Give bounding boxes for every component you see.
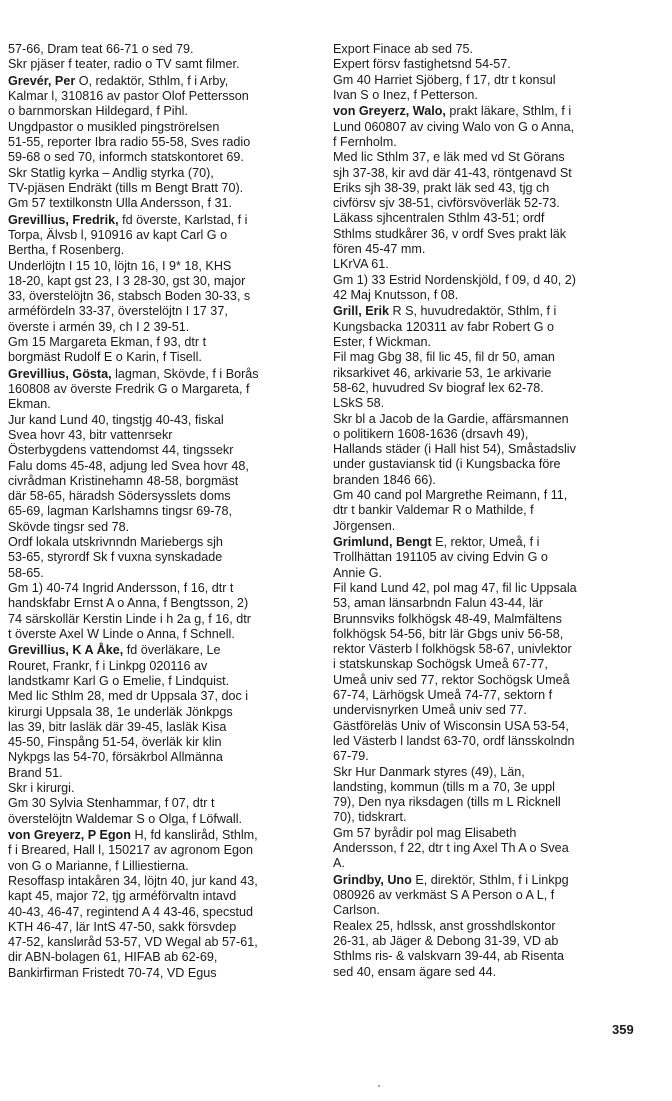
- entry-name: Grindby, Uno: [333, 872, 412, 887]
- entry-text-line: handskfabr Ernst A o Anna, f Bengtsson, 2): [8, 596, 249, 611]
- entry-text-line: Lund 060807 av civing Walo von G o Anna,: [333, 119, 575, 134]
- entry-text-line: civförsv sjv 38-51, civförsvöverläk 52-73.: [333, 196, 560, 211]
- biography-entry: [333, 304, 653, 533]
- entry-text-line: Ester, f Wickman.: [333, 335, 431, 350]
- entry-text-line: Brand 51.: [8, 765, 63, 780]
- entry-title: lagman, Skövde, f i Borås: [111, 366, 259, 381]
- entry-text-line: Skr bl a Jacob de la Gardie, affärsmannen: [333, 411, 569, 426]
- entry-heading-line: [8, 367, 324, 382]
- biography-entry: [8, 367, 324, 642]
- entry-text-line: Realex 25, hdlssk, anst grosshdlskontor: [333, 918, 556, 933]
- entry-text-line: överstelöjtn Waldemar S o Olga, f Löfwall.: [8, 811, 243, 826]
- entry-text-line: von G o Marianne, f Lilliestierna.: [8, 858, 189, 873]
- entry-text-line: Ordf lokala utskrivnndn Mariebergs sjh: [8, 535, 223, 550]
- entry-name: Grevillius, K A Åke,: [8, 643, 124, 658]
- entry-text-line: f i Breared, Hall l, 150217 av agronom Egon: [8, 843, 254, 858]
- entry-text-line: A.: [333, 856, 345, 871]
- entry-text-line: 67-79.: [333, 749, 369, 764]
- entry-text-line: folkhögsk 54-56, bitr lär Gbgs univ 56-58,: [333, 626, 564, 641]
- entry-text-line: Trollhättan 191105 av civing Edvin G o: [333, 550, 548, 565]
- entry-text-line: f Fernholm.: [333, 134, 397, 149]
- entry-text-line: Läkass sjhcentralen Sthlm 43-51; ordf: [333, 211, 545, 226]
- biography-entry: [333, 535, 653, 872]
- entry-text-line: Underlöjtn I 15 10, löjtn 16, I 9* 18, KHS: [8, 258, 232, 273]
- entry-title: E, direktör, Sthlm, f i Linkpg: [411, 872, 569, 887]
- biography-entry: [8, 74, 324, 212]
- entry-text-line: 57-66, Dram teat 66-71 o sed 79.: [8, 42, 194, 56]
- entry-text-line: Skövde tingsr sed 78.: [8, 519, 130, 534]
- entry-text-line: 18-20, kapt gst 23, I 3 28-30, gst 30, major: [8, 273, 246, 288]
- entry-text-line: under gustaviansk tid (i Kungsbacka före: [333, 457, 561, 472]
- entry-text-line: 42 Maj Knutsson, f 08.: [333, 287, 459, 302]
- entry-text-line: rektor Västerb l folkhögsk 58-67, univlektor: [333, 642, 572, 657]
- entry-text-line: Gm 40 Harriet Sjöberg, f 17, dtr t konsul: [333, 72, 556, 87]
- entry-text-line: Gm 15 Margareta Ekman, f 93, dtr t: [8, 335, 207, 350]
- scan-speck: [378, 1085, 380, 1087]
- entry-text-line: Skr pjäser f teater, radio o TV samt filmer.: [8, 57, 240, 72]
- entry-text-line: branden 1846 66).: [333, 472, 436, 487]
- entry-title: fd överläkare, Le: [123, 643, 221, 658]
- biography-entry: [8, 643, 324, 827]
- entry-text-line: i statskunskap Sochögsk Umeå 67-77,: [333, 657, 548, 672]
- entry-title: prakt läkare, Sthlm, f i: [445, 104, 572, 119]
- entry-text-line: Expert försv fastighetsnd 54-57.: [333, 57, 511, 72]
- entry-title: O, redaktör, Sthlm, f i Arby,: [75, 73, 229, 88]
- entry-text-line: Svea hovr 43, bitr vattenrsekr: [8, 427, 173, 442]
- entry-text-line: där 58-65, häradsh Södersysslets doms: [8, 489, 231, 504]
- biography-entry: [8, 828, 324, 981]
- entry-text-line: Kalmar l, 310816 av pastor Olof Pettersson: [8, 89, 249, 104]
- entry-text-line: Gm 57 textilkonstn Ulla Andersson, f 31.: [8, 196, 232, 211]
- entry-text-line: Skr Statlig kyrka – Andlig styrka (70),: [8, 165, 214, 180]
- entry-name: Grevillius, Gösta,: [8, 366, 112, 381]
- entry-text-line: 45-50, Finspång 51-54, överläk kir klin: [8, 735, 222, 750]
- entry-heading-line: [8, 213, 324, 228]
- entry-text-line: 59-68 o sed 70, informch statskontoret 69.: [8, 150, 244, 165]
- entry-text-line: Brunnsviks folkhögsk 48-49, Malmfältens: [333, 611, 562, 626]
- entry-text-line: Med lic Sthlm 37, e läk med vd St Görans: [333, 150, 565, 165]
- entry-text-line: KTH 46-47, lär IntS 47-50, sakk försvdep: [8, 919, 237, 934]
- entry-text-line: 58-62, huvudred Sv biograf lex 62-78.: [333, 380, 544, 395]
- entry-heading-line: [333, 304, 653, 319]
- entry-text-line: Gästföreläs Univ of Wisconsin USA 53-54,: [333, 718, 569, 733]
- entry-text-line: Torpa, Älvsb l, 910916 av kapt Carl G o: [8, 227, 228, 242]
- biography-entry: [8, 42, 324, 73]
- entry-heading-line: [333, 873, 653, 888]
- left-column: [8, 42, 324, 982]
- entry-text-line: t överste Axel W Linde o Anna, f Schnell.: [8, 626, 235, 641]
- entry-text-line: landsting, kommun (tills m a 70, 3e uppl: [333, 779, 555, 794]
- entry-text-line: TV-pjäsen Endräkt (tills m Bengt Bratt 70).: [8, 180, 244, 195]
- entry-text-line: o barnmorskan Hildegard, f Pihl.: [8, 104, 188, 119]
- entry-text-line: 65-69, lagman Karlshamns tingsr 69-78,: [8, 504, 233, 519]
- entry-text-line: dir ABN-bolagen 61, HIFAB ab 62-69,: [8, 950, 218, 965]
- entry-title: E, rektor, Umeå, f i: [431, 535, 540, 550]
- entry-heading-line: [8, 74, 324, 89]
- entry-text-line: borgmäst Rudolf E o Karin, f Tisell.: [8, 350, 202, 365]
- entry-name: von Greyerz, Walo,: [333, 104, 446, 119]
- entry-text-line: kirurgi Uppsala 38, 1e underläk Jönkpgs: [8, 704, 233, 719]
- entry-text-line: civrådman Kristinehamn 48-58, borgmäst: [8, 473, 239, 488]
- entry-text-line: Eriks sjh 38-39, prakt läk sed 43, tjg ch: [333, 180, 550, 195]
- entry-text-line: LSkS 58.: [333, 396, 385, 411]
- entry-heading-line: [333, 104, 653, 119]
- entry-text-line: Resoffasp intakåren 34, löjtn 40, jur kand 43,: [8, 873, 258, 888]
- entry-text-line: Falu doms 45-48, adjung led Svea hovr 48,: [8, 458, 249, 473]
- right-column: [333, 42, 653, 981]
- entry-text-line: Gm 40 cand pol Margrethe Reimann, f 11,: [333, 487, 568, 502]
- biography-entry: [333, 104, 653, 303]
- entry-text-line: dtr t bankir Valdemar R o Mathilde, f: [333, 503, 534, 518]
- entry-text-line: Med lic Sthlm 28, med dr Uppsala 37, doc i: [8, 689, 249, 704]
- entry-title: R S, huvudredaktör, Sthlm, f i: [389, 304, 557, 319]
- entry-text-line: 58-65.: [8, 565, 44, 580]
- entry-text-line: Ungdpastor o musikled pingströrelsen: [8, 119, 220, 134]
- entry-text-line: Jur kand Lund 40, tingstjg 40-43, fiskal: [8, 412, 224, 427]
- entry-text-line: Österbygdens vattendomst 44, tingssekr: [8, 443, 234, 458]
- entry-text-line: Sthlms ris- & valskvarn 39-44, ab Risenta: [333, 949, 564, 964]
- entry-text-line: riksarkivet 46, arkivarie 53, 1e arkivarie: [333, 365, 552, 380]
- entry-text-line: Gm 30 Sylvia Stenhammar, f 07, dtr t: [8, 796, 215, 811]
- entry-text-line: Skr Hur Danmark styres (49), Län,: [333, 764, 525, 779]
- entry-text-line: Umeå univ sed 77, rektor Sochögsk Umeå: [333, 672, 570, 687]
- entry-name: von Greyerz, P Egon: [8, 828, 131, 843]
- entry-text-line: 53-65, styrordf Sk f vuxna synskadade: [8, 550, 223, 565]
- entry-text-line: Andersson, f 22, dtr t ing Axel Th A o Svea: [333, 841, 569, 855]
- entry-text-line: 51-55, reporter Ibra radio 55-58, Sves radio: [8, 134, 251, 149]
- entry-text-line: 160808 av överste Fredrik G o Margareta, f: [8, 382, 250, 397]
- entry-name: Grill, Erik: [333, 304, 389, 319]
- entry-text-line: 33, överstelöjtn 36, stabsch Boden 30-33, s: [8, 289, 251, 304]
- entry-text-line: Bankirfirman Fristedt 70-74, VD Egus: [8, 965, 217, 980]
- entry-text-line: Gm 1) 40-74 Ingrid Andersson, f 16, dtr t: [8, 580, 234, 595]
- entry-text-line: Export Finace ab sed 75.: [333, 42, 474, 56]
- entry-text-line: 40-43, 46-47, regintend A 4 43-46, specstud: [8, 904, 254, 919]
- entry-text-line: Rouret, Frankr, f i Linkpg 020116 av: [8, 658, 208, 673]
- entry-text-line: Skr i kirurgi.: [8, 781, 75, 795]
- entry-text-line: Gm 57 byrådir pol mag Elisabeth: [333, 825, 517, 840]
- biography-entry: [333, 42, 653, 103]
- entry-text-line: Bertha, f Rosenberg.: [8, 243, 125, 258]
- entry-text-line: 70), tidskrart.: [333, 810, 407, 825]
- entry-text-line: 26-31, ab Jäger & Debong 31-39, VD ab: [333, 933, 559, 948]
- entry-text-line: 53, aman länsarbndn Falun 43-44, lär: [333, 596, 544, 611]
- entry-text-line: sed 40, ensam ägare sed 44.: [333, 964, 497, 979]
- entry-name: Grimlund, Bengt: [333, 535, 432, 550]
- entry-text-line: 67-74, Lärhögsk Umeå 74-77, sektorn f: [333, 688, 553, 703]
- entry-text-line: Nykpgs las 54-70, försäkrbol Allmänna: [8, 750, 223, 765]
- entry-text-line: 47-52, kanslиråd 53-57, VD Wegal ab 57-61,: [8, 935, 258, 950]
- entry-text-line: 79), Den nya riksdagen (tills m L Ricknell: [333, 795, 561, 810]
- entry-text-line: Ekman.: [8, 397, 51, 412]
- entry-text-line: Fil kand Lund 42, pol mag 47, fil lic Uppsala: [333, 580, 577, 595]
- entry-text-line: led Västerb l landst 63-70, ordf länsskolndn: [333, 733, 575, 748]
- entry-title: fd överste, Karlstad, f i: [118, 212, 248, 227]
- entry-text-line: kapt 45, major 72, tjg arméförvaltn intavd: [8, 889, 237, 904]
- entry-text-line: Fil mag Gbg 38, fil lic 45, fil dr 50, aman: [333, 350, 555, 365]
- entry-heading-line: [8, 828, 324, 843]
- entry-text-line: Hallands städer (i Hall hist 54), Småstadsliv: [333, 442, 576, 457]
- entry-text-line: o politikern 1608-1636 (drsavh 49),: [333, 426, 529, 441]
- entry-text-line: las 39, bitr lasläk där 39-45, lasläk Kisa: [8, 719, 227, 734]
- entry-text-line: Ivan S o Inez, f Petterson.: [333, 87, 478, 102]
- entry-name: Grevillius, Fredrik,: [8, 212, 119, 227]
- entry-text-line: Jörgensen.: [333, 518, 396, 533]
- entry-text-line: 74 särskollär Kerstin Linde i h 2a g, f 16, dtr: [8, 611, 251, 626]
- entry-text-line: 080926 av verkmäst S A Person o A L, f: [333, 888, 555, 903]
- entry-text-line: fören 45-47 mm.: [333, 242, 426, 257]
- entry-text-line: LKrVA 61.: [333, 257, 389, 272]
- entry-text-line: överste i armén 39, ch I 2 39-51.: [8, 319, 190, 334]
- entry-text-line: landstkamr Karl G o Emelie, f Lindquist.: [8, 673, 230, 688]
- entry-heading-line: [8, 643, 324, 658]
- entry-text-line: arméfördeln 33-37, överstelöjtn I 17 37,: [8, 304, 228, 319]
- entry-text-line: Carlson.: [333, 903, 380, 918]
- biography-entry: [333, 873, 653, 980]
- entry-text-line: Annie G.: [333, 565, 383, 580]
- entry-text-line: Gm 1) 33 Estrid Nordenskjöld, f 09, d 40, 2): [333, 272, 576, 287]
- entry-text-line: sjh 37-38, kir avd där 41-43, röntgenavd St: [333, 165, 572, 180]
- entry-text-line: Sthlms studkårer 36, v ordf Sves prakt läk: [333, 226, 567, 241]
- page-number: 359: [612, 1022, 634, 1037]
- entry-text-line: Kungsbacka 120311 av fabr Robert G o: [333, 319, 554, 334]
- entry-title: H, fd kansliråd, Sthlm,: [130, 828, 258, 843]
- entry-heading-line: [333, 535, 653, 550]
- entry-name: Grevér, Per: [8, 73, 76, 88]
- entry-text-line: undervisnyrken Umeå univ sed 77.: [333, 703, 527, 718]
- biography-entry: [8, 213, 324, 366]
